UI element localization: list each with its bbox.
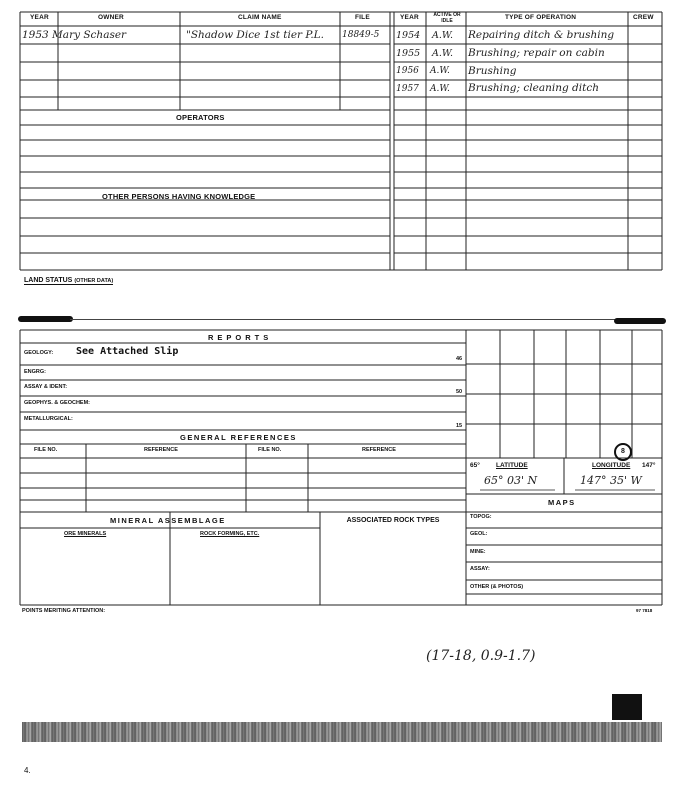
assay-num: 50 (456, 389, 463, 395)
corner-mark: 4. (24, 766, 31, 775)
op-type-1: Repairing ditch & brushing (468, 29, 615, 41)
bottom-note: (17-18, 0.9-1.7) (426, 648, 536, 664)
lon-suffix: 147° (642, 462, 656, 469)
geology-num: 46 (456, 356, 463, 362)
col-file-no: FILE NO. (34, 447, 58, 453)
geophys-label: GEOPHYS. & GEOCHEM: (24, 400, 91, 406)
op-status-3: A.W. (430, 66, 450, 76)
owner-entry: 1953 Mary Schaser (22, 29, 127, 41)
col-file-no-2: FILE NO. (258, 447, 282, 453)
points-meriting-attention: POINTS MERITING ATTENTION: (22, 608, 106, 614)
black-bar-left (18, 316, 73, 322)
circled-number: 8 (614, 443, 632, 461)
file-entry: 18849-5 (342, 30, 380, 40)
black-bar-right (614, 318, 666, 324)
op-type-2: Brushing; repair on cabin (468, 47, 605, 59)
header-year: YEAR (30, 14, 49, 21)
op-year-1: 1954 (396, 30, 421, 41)
scan-noise-band (22, 722, 662, 742)
land-status-title: LAND STATUS (24, 277, 73, 284)
latitude-value: 65° 03' N (484, 474, 538, 487)
op-type-3: Brushing (468, 65, 517, 77)
longitude-value: 147° 35' W (580, 474, 642, 487)
maps-mine: MINE: (470, 549, 486, 555)
general-references-title: GENERAL REFERENCES (180, 433, 297, 442)
header-operation: TYPE OF OPERATION (505, 14, 577, 21)
metallurgical-label: METALLURGICAL: (24, 416, 73, 422)
claim-entry: "Shadow Dice 1st tier P.L. (186, 29, 324, 41)
maps-assay: ASSAY: (470, 566, 490, 572)
associated-rock-types: ASSOCIATED ROCK TYPES (346, 517, 440, 524)
header-year-2: YEAR (400, 14, 419, 21)
op-status-2: A.W. (432, 48, 454, 59)
form-code: 97 7818 (636, 608, 653, 613)
maps-geol: GEOL: (470, 531, 488, 537)
geology-value: See Attached Slip (76, 346, 179, 357)
header-crew: CREW (633, 14, 654, 21)
maps-topog: TOPOG: (470, 514, 492, 520)
maps-other: OTHER (& PHOTOS) (470, 584, 524, 590)
op-type-4: Brushing; cleaning ditch (468, 82, 599, 94)
operators-label: OPERATORS (176, 113, 225, 122)
land-status-sub: (OTHER DATA) (74, 278, 114, 284)
op-year-2: 1955 (396, 48, 421, 59)
ore-minerals-label: ORE MINERALS (64, 531, 107, 537)
separator-line (70, 319, 615, 320)
engrg-label: ENGRG: (24, 369, 46, 375)
mineral-assemblage-title: MINERAL ASSEMBLAGE (110, 516, 226, 525)
assay-label: ASSAY & IDENT: (24, 384, 68, 390)
lat-prefix: 65° (470, 462, 480, 469)
longitude-label: LONGITUDE (592, 462, 631, 469)
col-reference: REFERENCE (144, 447, 178, 453)
header-file: FILE (355, 14, 370, 21)
rock-forming-label: ROCK FORMING, ETC. (200, 531, 260, 537)
header-active-idle: ACTIVE OR IDLE (433, 12, 461, 24)
latitude-label: LATITUDE (496, 462, 528, 469)
op-status-4: A.W. (430, 84, 450, 94)
op-year-3: 1956 (396, 66, 419, 76)
maps-title: MAPS (548, 498, 576, 507)
metallurgical-num: 15 (456, 423, 463, 429)
col-reference-2: REFERENCE (362, 447, 396, 453)
header-claim-name: CLAIM NAME (238, 14, 282, 21)
op-year-4: 1957 (396, 84, 419, 94)
black-square-mark (612, 694, 642, 720)
header-owner: OWNER (98, 14, 124, 21)
op-status-1: A.W. (432, 30, 454, 41)
reports-title: REPORTS (208, 333, 273, 342)
geology-label: GEOLOGY: (24, 350, 54, 356)
land-status-label (24, 277, 113, 285)
knowledge-label: OTHER PERSONS HAVING KNOWLEDGE (102, 192, 256, 201)
